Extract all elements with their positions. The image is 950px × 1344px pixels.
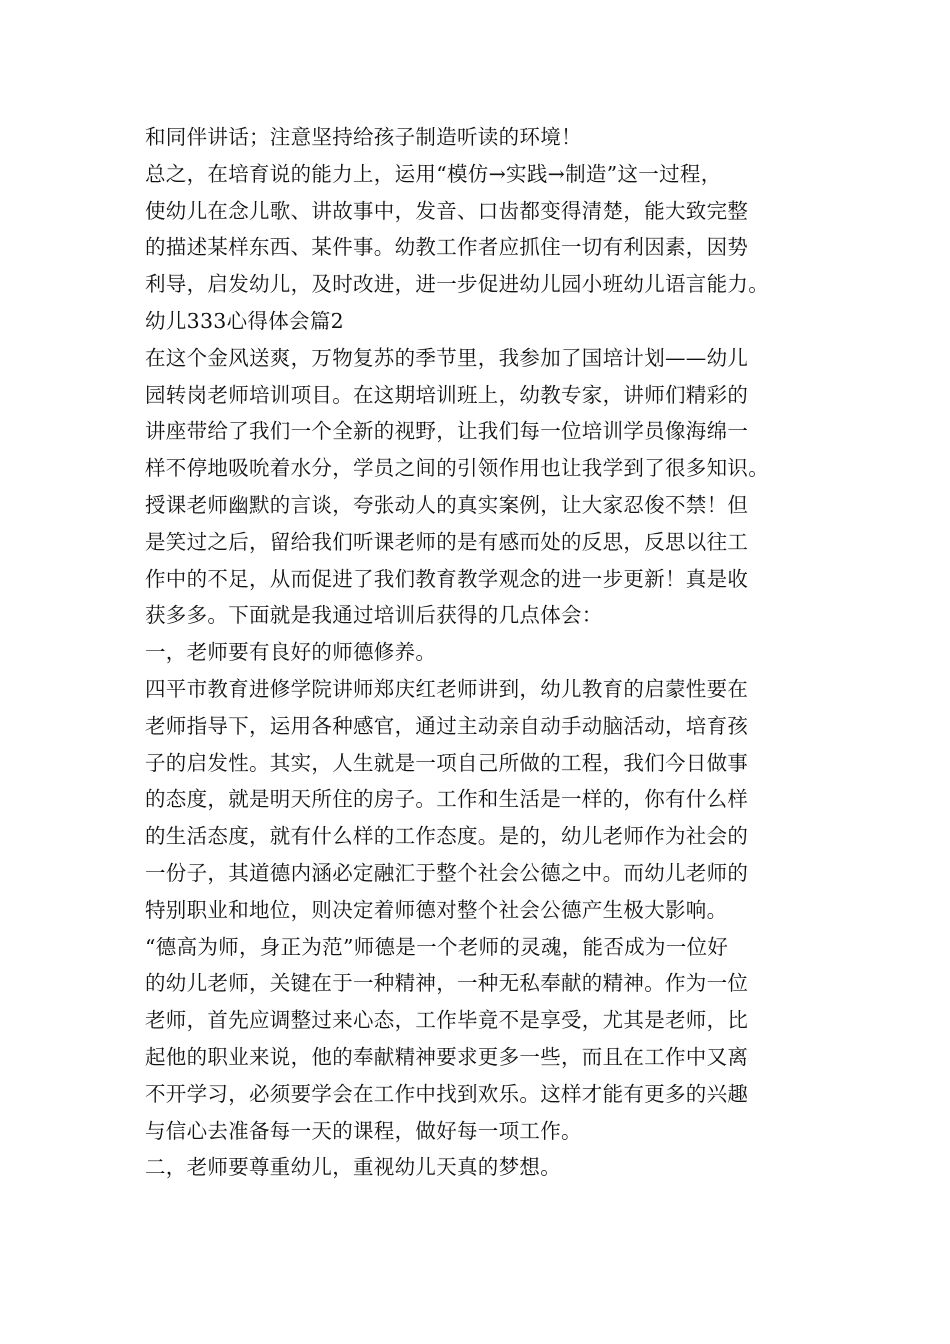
paragraph-line: 园转岗老师培训项目。在这期培训班上，幼教专家，讲师们精彩的 bbox=[145, 382, 749, 407]
paragraph-line: 样不停地吸吮着水分，学员之间的引领作用也让我学到了很多知识。 bbox=[145, 456, 769, 481]
document-body bbox=[145, 119, 835, 1186]
paragraph-line: 是笑过之后，留给我们听课老师的是有感而处的反思，反思以往工 bbox=[145, 529, 749, 554]
paragraph-line: 作中的不足，从而促进了我们教育教学观念的进一步更新！真是收 bbox=[145, 566, 749, 591]
paragraph-line: 子的启发性。其实，人生就是一项自己所做的工程，我们今日做事 bbox=[145, 750, 749, 775]
paragraph-line: 一份子，其道德内涵必定融汇于整个社会公德之中。而幼儿老师的 bbox=[145, 860, 749, 885]
paragraph-line: 起他的职业来说，他的奉献精神要求更多一些，而且在工作中又离 bbox=[145, 1044, 749, 1069]
paragraph-line: 不开学习，必须要学会在工作中找到欢乐。这样才能有更多的兴趣 bbox=[145, 1081, 749, 1106]
paragraph-line: 利导，启发幼儿，及时改进，进一步促进幼儿园小班幼儿语言能力。 bbox=[145, 272, 769, 297]
paragraph-line: 授课老师幽默的言谈，夸张动人的真实案例，让大家忍俊不禁！但 bbox=[145, 492, 749, 517]
paragraph-line: 的描述某样东西、某件事。幼教工作者应抓住一切有利因素，因势 bbox=[145, 235, 749, 260]
paragraph-line: 获多多。下面就是我通过培训后获得的几点体会： bbox=[145, 603, 603, 628]
paragraph-line: 与信心去准备每一天的课程，做好每一项工作。 bbox=[145, 1118, 582, 1143]
paragraph-line: 的生活态度，就有什么样的工作态度。是的，幼儿老师作为社会的 bbox=[145, 824, 749, 849]
paragraph-line: 总之，在培育说的能力上，运用“模仿→实践→制造”这一过程， bbox=[145, 161, 722, 186]
paragraph-line: 讲座带给了我们一个全新的视野，让我们每一位培训学员像海绵一 bbox=[145, 419, 749, 444]
paragraph-line: 的幼儿老师，关键在于一种精神，一种无私奉献的精神。作为一位 bbox=[145, 971, 749, 996]
section-heading: 幼儿333心得体会篇2 bbox=[145, 308, 344, 333]
paragraph-line: 使幼儿在念儿歌、讲故事中，发音、口齿都变得清楚，能大致完整 bbox=[145, 198, 749, 223]
paragraph-line: 老师，首先应调整过来心态，工作毕竟不是享受，尤其是老师，比 bbox=[145, 1008, 749, 1033]
point-heading: 二，老师要尊重幼儿，重视幼儿天真的梦想。 bbox=[145, 1155, 561, 1180]
paragraph-line: 在这个金风送爽，万物复苏的季节里，我参加了国培计划——幼儿 bbox=[145, 345, 749, 370]
paragraph-line: 和同伴讲话；注意坚持给孩子制造听读的环境！ bbox=[145, 125, 582, 149]
paragraph-line: “德高为师，身正为范”师德是一个老师的灵魂，能否成为一位好 bbox=[145, 934, 729, 959]
paragraph-line: 的态度，就是明天所住的房子。工作和生活是一样的，你有什么样 bbox=[145, 787, 749, 812]
paragraph-line: 特别职业和地位，则决定着师德对整个社会公德产生极大影响。 bbox=[145, 897, 728, 922]
paragraph-line: 老师指导下，运用各种感官，通过主动亲自动手动脑活动，培育孩 bbox=[145, 713, 749, 738]
point-heading: 一，老师要有良好的师德修养。 bbox=[145, 640, 437, 665]
paragraph-line: 四平市教育进修学院讲师郑庆红老师讲到，幼儿教育的启蒙性要在 bbox=[145, 676, 749, 701]
